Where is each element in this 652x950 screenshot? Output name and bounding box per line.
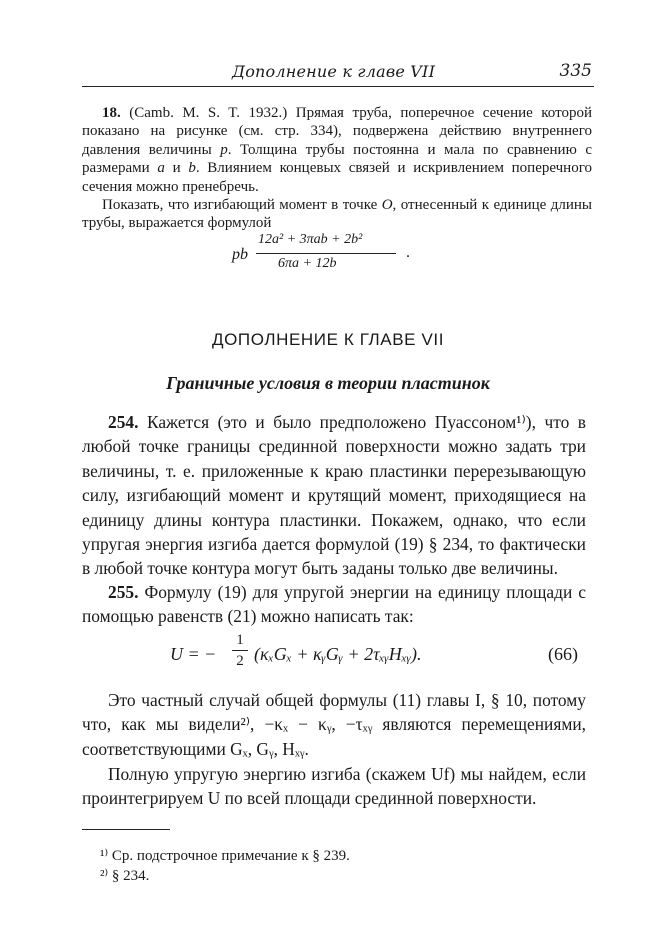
problem-number: 18. bbox=[102, 105, 121, 121]
formula-fraction bbox=[232, 630, 248, 671]
footnote-rule bbox=[82, 829, 170, 830]
variable-O: O bbox=[381, 197, 393, 214]
fraction-denominator: 2 bbox=[232, 650, 248, 671]
fraction-bar bbox=[256, 253, 396, 254]
variable-b: b bbox=[188, 160, 196, 177]
footnote-1: ¹⁾ Ср. подстрочное примечание к § 239. bbox=[100, 848, 350, 864]
paragraph-255 bbox=[82, 580, 586, 629]
page-number: 335 bbox=[559, 61, 592, 81]
formula-prefix: pb bbox=[232, 246, 248, 263]
variable-a: a bbox=[157, 160, 165, 177]
running-head bbox=[82, 60, 594, 87]
problem-text: , отнесенный к единице длины трубы, выражается формулой bbox=[82, 197, 592, 232]
formula-denominator: 6πa + 12b bbox=[278, 256, 337, 271]
equation-number: (66) bbox=[548, 644, 578, 664]
chapter-title: ДОПОЛНЕНИЕ К ГЛАВЕ VII bbox=[211, 330, 445, 349]
formula-end: . bbox=[406, 244, 410, 261]
formula-rhs: (κₓGₓ + κᵧGᵧ + 2τₓᵧHₓᵧ). bbox=[254, 644, 422, 664]
problem-text: . Влиянием концевых связей и искривлением поперечного сечения можно пренебречь. bbox=[82, 160, 592, 195]
problem-text: Показать, что изгибающий момент в точке bbox=[102, 197, 382, 214]
paragraph-text: Полную упругую энергию изгиба (скажем Uf) мы найдем, если проинтегрируем U по всей площади срединной поверхности. bbox=[82, 764, 586, 809]
problem-18-question bbox=[82, 196, 592, 233]
formula-lhs: U = − bbox=[170, 644, 217, 664]
paragraph-text: Формулу (19) для упругой энергии на единицу площади с помощью равенств (21) можно написать так: bbox=[82, 582, 586, 627]
problem-text: Прямая труба, поперечное сечение которой показано на рисунке (см. стр. 334), подвержена действию внутреннего давления величины bbox=[82, 105, 592, 158]
paragraph-text: Кажется (это и было предположено Пуассоном¹⁾), что в любой точке границы срединной поверхности можно задать три величины, т. е. приложенные к краю пластинки перерезывающую силу, изгибающий момент и крутящий момент, приходящиеся на единицу длины контура пластинки. Покажем, однако, что если упругая энергия изгиба дается формулой (19) § 234, то фактически в любой точке контура могут быть заданы только две величины. bbox=[82, 412, 586, 579]
section-title: Граничные условия в теории пластинок bbox=[166, 373, 490, 393]
problem-text: . Толщина трубы постоянна и мала по сравнению с размерами bbox=[82, 141, 592, 177]
paragraph-number: 255. bbox=[108, 582, 139, 602]
footnote-2: ²⁾ § 234. bbox=[100, 868, 150, 884]
formula-bending-moment bbox=[232, 232, 432, 278]
paragraph-general-case bbox=[82, 688, 586, 761]
paragraph-total-energy bbox=[82, 762, 586, 811]
problem-source: (Camb. M. S. T. 1932.) bbox=[129, 105, 288, 121]
variable-p: p bbox=[220, 141, 228, 158]
problem-text: и bbox=[164, 160, 189, 177]
problem-18 bbox=[82, 104, 592, 233]
paragraph-number: 254. bbox=[108, 412, 139, 432]
formula-numerator: 12a² + 3πab + 2b² bbox=[258, 232, 363, 247]
formula-66 bbox=[170, 630, 610, 682]
running-head-title: Дополнение к главе VII bbox=[232, 62, 436, 81]
problem-18-statement bbox=[82, 104, 592, 196]
fraction-numerator: 1 bbox=[236, 632, 244, 648]
paragraph-254 bbox=[82, 410, 586, 581]
paragraph-text: Это частный случай общей формулы (11) главы I, § 10, потому что, как мы видели²⁾, −κₓ − κᵧ, −τₓᵧ являются перемещениями, соответствующими Gₓ, Gᵧ, Hₓᵧ. bbox=[82, 690, 586, 759]
